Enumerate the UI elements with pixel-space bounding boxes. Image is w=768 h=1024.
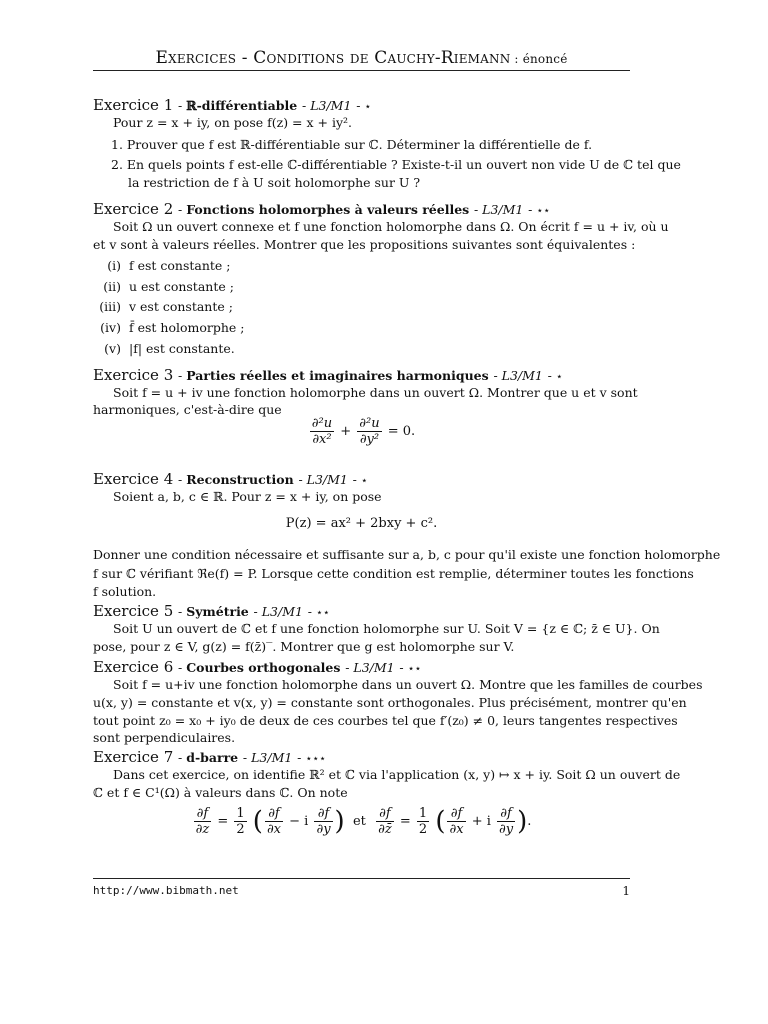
footer-rule: [93, 878, 630, 879]
exercise-4-line: f sur ℂ vérifiant ℜe(f) = P. Lorsque cette condition est remplie, déterminer toutes les fonctions: [93, 566, 694, 581]
exercise-4-line: f solution.: [93, 584, 157, 599]
exercise-label: Exercice 2: [93, 200, 174, 218]
exercise-label: Exercice 6: [93, 658, 174, 676]
page-number: 1: [622, 884, 630, 898]
exercise-level: L3/M1: [482, 202, 524, 217]
exercise-level: L3/M1: [310, 98, 352, 113]
exercise-stars: ⋆⋆: [536, 204, 551, 217]
exercise-5-line: Soit U un ouvert de ℂ et f une fonction holomorphe sur U. Soit V = {z ∈ ℂ; z̄ ∈ U}. On: [113, 621, 660, 636]
exercise-3-line: Soit f = u + iv une fonction holomorphe dans un ouvert Ω. Montrer que u et v sont: [113, 385, 638, 400]
exercise-2-line: Soit Ω un ouvert connexe et f une fonction holomorphe dans Ω. On écrit f = u + iv, où u: [113, 219, 669, 234]
exercise-stars: ⋆: [360, 474, 368, 487]
exercise-level: L3/M1: [261, 604, 303, 619]
exercise-6-line: Soit f = u+iv une fonction holomorphe dans un ouvert Ω. Montre que les familles de courbes: [113, 677, 703, 692]
page-header: [93, 48, 630, 68]
exercise-4-line: Donner une condition nécessaire et suffisante sur a, b, c pour qu'il existe une fonction holomorphe: [93, 547, 721, 562]
exercise-label: Exercice 7: [93, 748, 174, 766]
exercise-1-item-2-cont: la restriction de f à U soit holomorphe sur U ?: [128, 175, 421, 190]
exercise-4-line: Soient a, b, c ∈ ℝ. Pour z = x + iy, on pose: [113, 489, 382, 504]
exercise-6-line: u(x, y) = constante et v(x, y) = constante sont orthogonales. Plus précisément, montrer qu'en: [93, 695, 687, 710]
exercise-3-title: Exercice 3 - Parties réelles et imaginaires harmoniques - L3/M1 - ⋆: [93, 366, 563, 384]
exercise-level: L3/M1: [353, 660, 395, 675]
exercise-4-equation: P(z) = ax² + 2bxy + c².: [285, 516, 438, 531]
exercise-name: Reconstruction: [186, 472, 294, 487]
exercise-2-title: Exercice 2 - Fonctions holomorphes à valeurs réelles - L3/M1 - ⋆⋆: [93, 200, 551, 218]
exercise-4-title: Exercice 4 - Reconstruction - L3/M1 - ⋆: [93, 470, 368, 488]
exercise-6-line: sont perpendiculaires.: [93, 730, 236, 745]
exercise-name: Courbes orthogonales: [186, 660, 341, 675]
header-subtitle: : énoncé: [510, 52, 568, 66]
list-item: (i) f est constante ;: [107, 258, 231, 273]
exercise-1-title: Exercice 1 - ℝ-différentiable - L3/M1 - ⋆: [93, 96, 372, 114]
exercise-6-line: tout point z₀ = x₀ + iy₀ de deux de ces courbes tel que f′(z₀) ≠ 0, leurs tangentes respectives: [93, 713, 678, 728]
exercise-level: L3/M1: [501, 368, 543, 383]
exercise-5-title: Exercice 5 - Symétrie - L3/M1 - ⋆⋆: [93, 602, 330, 620]
list-item: (v) |f| est constante.: [104, 341, 235, 356]
exercise-stars: ⋆: [555, 370, 563, 383]
exercise-3-line: harmoniques, c'est-à-dire que: [93, 402, 282, 417]
exercise-stars: ⋆⋆: [315, 606, 330, 619]
exercise-name: Symétrie: [186, 604, 249, 619]
exercise-name: ℝ-différentiable: [186, 98, 298, 113]
exercise-label: Exercice 3: [93, 366, 174, 384]
exercise-7-line: ℂ et f ∈ C¹(Ω) à valeurs dans ℂ. On note: [93, 785, 348, 800]
exercise-label: Exercice 4: [93, 470, 174, 488]
exercise-6-title: Exercice 6 - Courbes orthogonales - L3/M1 - ⋆⋆: [93, 658, 422, 676]
exercise-stars: ⋆⋆⋆: [305, 752, 326, 765]
exercise-7-title: Exercice 7 - d-barre - L3/M1 - ⋆⋆⋆: [93, 748, 326, 766]
exercise-name: Fonctions holomorphes à valeurs réelles: [186, 202, 470, 217]
exercise-level: L3/M1: [306, 472, 348, 487]
exercise-3-equation: $\frac{\text{∂²u}}{\text{∂x²}}$ + $\frac{\text{∂²u}}{\text{∂y²}}$ = 0.: [311, 416, 416, 447]
exercise-1-item-2: 2. En quels points f est-elle ℂ-différentiable ? Existe-t-il un ouvert non vide U de ℂ tel que: [111, 157, 681, 172]
exercise-2-line: et v sont à valeurs réelles. Montrer que les propositions suivantes sont équivalentes :: [93, 237, 636, 252]
exercise-label: Exercice 1: [93, 96, 174, 114]
exercise-stars: ⋆⋆: [407, 662, 422, 675]
exercise-1-item-1: 1. Prouver que f est ℝ-différentiable sur ℂ. Déterminer la différentielle de f.: [111, 137, 593, 152]
exercise-7-equation: $\frac{\partial f}{\partial z}$ = $\frac{1}{2}$ ( $\frac{\partial f}{\partial x}$ − i $\frac{\partial f}{\partial y}$ ) et $\frac{\partial f}{\partial z̄}$ = $\frac{1}{2}$ ( $\frac{\partial f}{\partial x}$ + i $\frac{\partial f}{\partial y}$ ).: [195, 806, 532, 837]
exercise-level: L3/M1: [251, 750, 293, 765]
list-item: (iii) v est constante ;: [99, 299, 233, 314]
list-item: (ii) u est constante ;: [103, 279, 234, 294]
exercise-stars: ⋆: [364, 100, 372, 113]
header-rule: [93, 70, 630, 71]
exercise-7-line: Dans cet exercice, on identifie ℝ² et ℂ via l'application (x, y) ↦ x + iy. Soit Ω un ouvert de: [113, 767, 681, 782]
footer-url[interactable]: http://www.bibmath.net: [93, 884, 239, 897]
header-title: Exercices - Conditions de Cauchy-Riemann: [155, 48, 511, 68]
exercise-5-line: pose, pour z ∈ V, g(z) = f(z̄)‾. Montrer que g est holomorphe sur V.: [93, 639, 515, 654]
exercise-name: Parties réelles et imaginaires harmoniques: [186, 368, 489, 383]
list-item: (iv) f̄ est holomorphe ;: [100, 320, 245, 335]
exercise-1-line: Pour z = x + iy, on pose f(z) = x + iy².: [113, 115, 353, 130]
exercise-label: Exercice 5: [93, 602, 174, 620]
exercise-name: d-barre: [186, 750, 239, 765]
